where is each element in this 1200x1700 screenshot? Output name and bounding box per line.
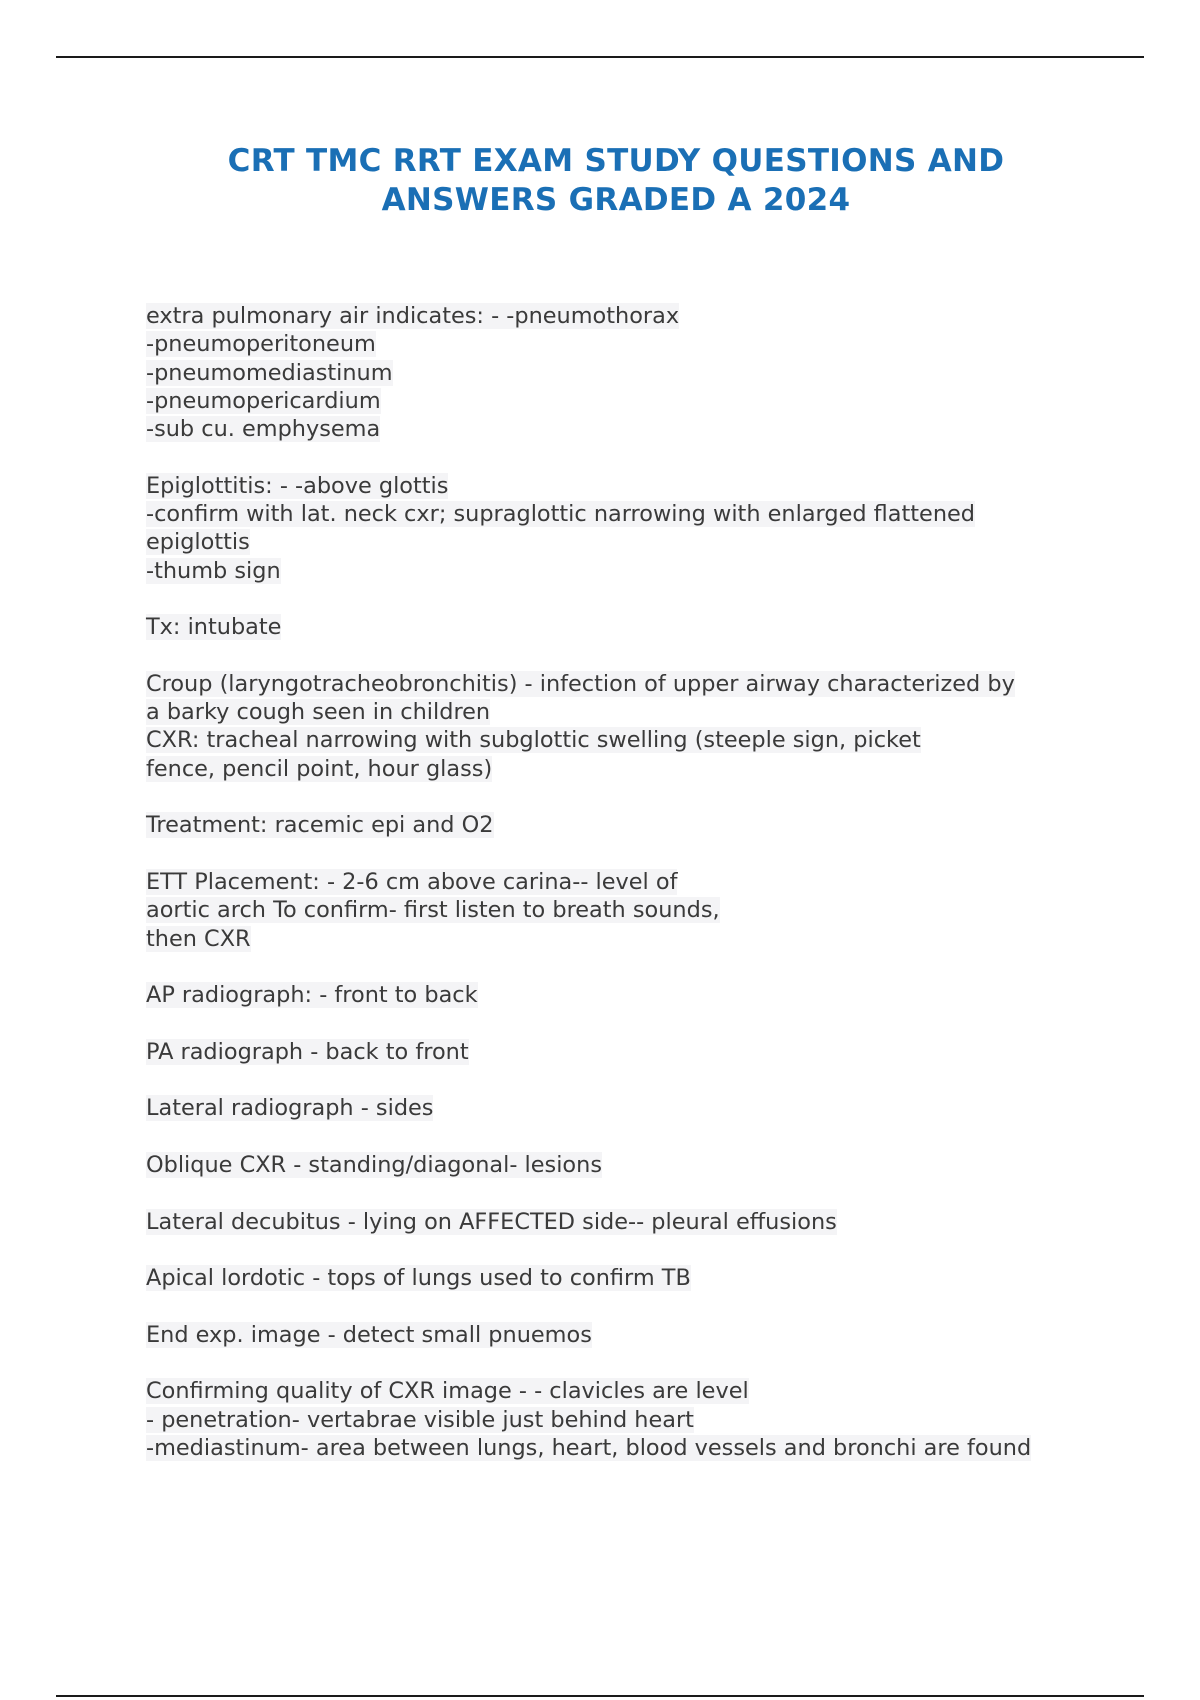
line-text: -pneumomediastinum bbox=[146, 359, 393, 386]
text-line bbox=[146, 528, 1146, 556]
text-line bbox=[146, 557, 1146, 585]
qa-block bbox=[146, 1038, 1146, 1066]
text-line bbox=[146, 1208, 1146, 1236]
text-line bbox=[146, 1264, 1146, 1292]
line-text: Treatment: racemic epi and O2 bbox=[146, 812, 494, 839]
text-line bbox=[146, 726, 1146, 754]
qa-block bbox=[146, 670, 1146, 783]
text-line bbox=[146, 1406, 1146, 1434]
line-text: a barky cough seen in children bbox=[146, 699, 491, 726]
qa-block bbox=[146, 1094, 1146, 1122]
line-text: Confirming quality of CXR image - - clavicles are level bbox=[146, 1378, 749, 1405]
line-text: End exp. image - detect small pnuemos bbox=[146, 1321, 592, 1348]
text-line bbox=[146, 302, 1146, 330]
line-text: then CXR bbox=[146, 925, 251, 952]
text-line bbox=[146, 1434, 1146, 1462]
text-line bbox=[146, 1321, 1146, 1349]
qa-block bbox=[146, 1208, 1146, 1236]
line-text: -mediastinum- area between lungs, heart, blood vessels and bronchi are found bbox=[146, 1434, 1032, 1461]
line-text: fence, pencil point, hour glass) bbox=[146, 755, 493, 782]
line-text: CXR: tracheal narrowing with subglottic swelling (steeple sign, picket bbox=[146, 727, 921, 754]
line-text: Apical lordotic - tops of lungs used to confirm TB bbox=[146, 1265, 691, 1292]
text-line bbox=[146, 755, 1146, 783]
line-text: ETT Placement: - 2-6 cm above carina-- level of bbox=[146, 868, 678, 895]
qa-block bbox=[146, 1377, 1146, 1462]
line-text: Epiglottitis: - -above glottis bbox=[146, 472, 449, 499]
qa-block bbox=[146, 1321, 1146, 1349]
text-line bbox=[146, 1377, 1146, 1405]
text-line bbox=[146, 415, 1146, 443]
text-line bbox=[146, 1094, 1146, 1122]
line-text: Lateral radiograph - sides bbox=[146, 1095, 434, 1122]
qa-block bbox=[146, 472, 1146, 585]
text-line bbox=[146, 613, 1146, 641]
text-line bbox=[146, 981, 1146, 1009]
text-line bbox=[146, 500, 1146, 528]
line-text: extra pulmonary air indicates: - -pneumothorax bbox=[146, 303, 680, 329]
line-text: -sub cu. emphysema bbox=[146, 416, 381, 443]
text-line bbox=[146, 670, 1146, 698]
text-line bbox=[146, 698, 1146, 726]
title-line-2: ANSWERS GRADED A 2024 bbox=[381, 182, 851, 218]
line-text: AP radiograph: - front to back bbox=[146, 982, 478, 1009]
qa-block bbox=[146, 302, 1146, 443]
document-title bbox=[0, 142, 1200, 220]
text-line bbox=[146, 359, 1146, 387]
line-text: -thumb sign bbox=[146, 557, 281, 584]
text-line bbox=[146, 925, 1146, 953]
top-divider bbox=[56, 56, 1144, 58]
qa-block bbox=[146, 613, 1146, 641]
line-text: -pneumoperitoneum bbox=[146, 331, 376, 358]
qa-block bbox=[146, 868, 1146, 953]
line-text: Tx: intubate bbox=[146, 614, 282, 641]
text-line bbox=[146, 1038, 1146, 1066]
text-line bbox=[146, 811, 1146, 839]
line-text: Oblique CXR - standing/diagonal- lesions bbox=[146, 1151, 602, 1178]
text-line bbox=[146, 868, 1146, 896]
line-text: Croup (laryngotracheobronchitis) - infection of upper airway characterized by bbox=[146, 670, 1015, 697]
line-text: - penetration- vertabrae visible just behind heart bbox=[146, 1406, 694, 1433]
line-text: -confirm with lat. neck cxr; supraglottic narrowing with enlarged flattened bbox=[146, 501, 976, 528]
text-line bbox=[146, 387, 1146, 415]
qa-block bbox=[146, 1151, 1146, 1179]
bottom-divider bbox=[56, 1695, 1144, 1697]
text-line bbox=[146, 330, 1146, 358]
text-line bbox=[146, 1151, 1146, 1179]
qa-block bbox=[146, 811, 1146, 839]
document-body bbox=[146, 302, 1146, 1490]
line-text: epiglottis bbox=[146, 529, 250, 556]
qa-block bbox=[146, 981, 1146, 1009]
line-text: aortic arch To confirm- first listen to breath sounds, bbox=[146, 897, 720, 924]
title-line-1: CRT TMC RRT EXAM STUDY QUESTIONS AND bbox=[227, 143, 1005, 179]
text-line bbox=[146, 472, 1146, 500]
text-line bbox=[146, 896, 1146, 924]
line-text: PA radiograph - back to front bbox=[146, 1038, 469, 1065]
line-text: -pneumopericardium bbox=[146, 387, 381, 414]
line-text: Lateral decubitus - lying on AFFECTED side-- pleural effusions bbox=[146, 1208, 837, 1235]
qa-block bbox=[146, 1264, 1146, 1292]
